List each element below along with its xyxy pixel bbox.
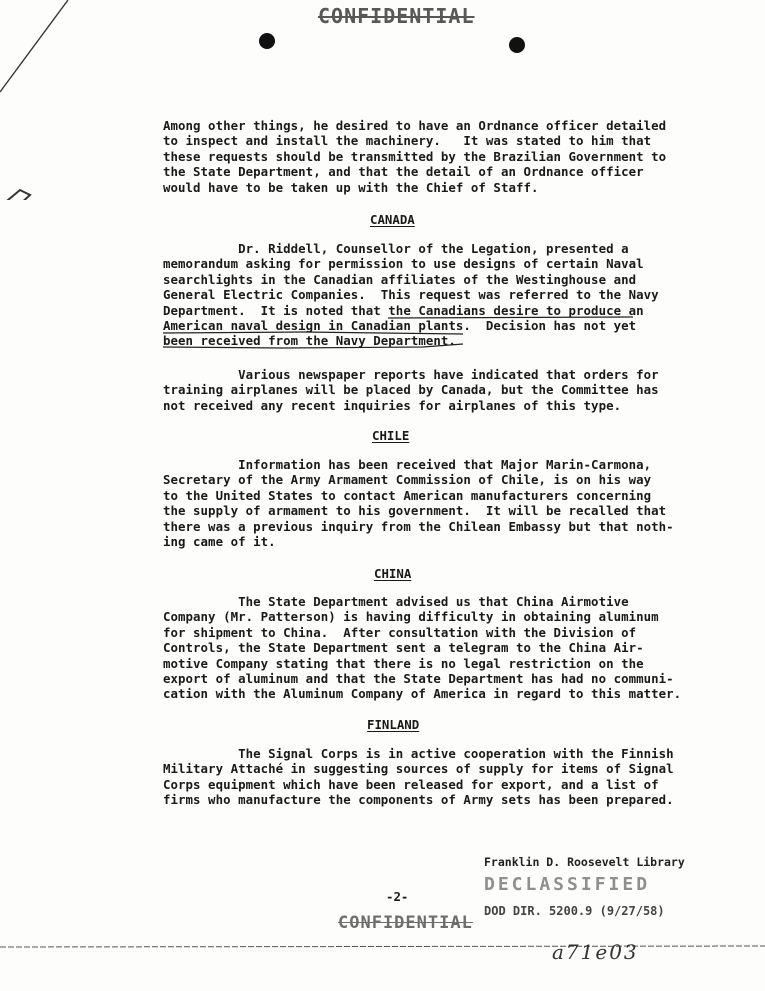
heading-chile: CHILE <box>372 428 410 443</box>
handwritten-note: a71e03 <box>552 940 639 964</box>
confidential-stamp-bottom: CONFIDENTIAL <box>338 913 473 933</box>
scan-edge-line <box>0 0 90 200</box>
pen-underline-mark <box>163 314 683 354</box>
paragraph-chile: Information has been received that Major Marin-Carmona, Secretary of the Army Armament Commission of Chile, is on his way to the United States to contact American manufacturers concerning the supply of armament to his government. It will be recalled that there was a previous inquiry from the Chilean Embassy but that noth- ing came of it. <box>163 457 674 550</box>
paragraph-canada-airplanes: Various newspaper reports have indicated that orders for training airplanes will be placed by Canada, but the Committee has not received any recent inquiries for airplanes of this type. <box>163 367 659 413</box>
punch-hole-right <box>509 37 525 53</box>
paragraph-brazil-continued: Among other things, he desired to have an Ordnance officer detailed to inspect and install the machinery. It was stated to him that these requests should be transmitted by the Brazilian Government to the State Department, and that the detail of an Ordnance officer would have to be taken up with the Chief of Staff. <box>163 118 667 195</box>
page-number: -2- <box>386 889 409 904</box>
heading-canada: CANADA <box>370 212 415 227</box>
dod-directive-stamp: DOD DIR. 5200.9 (9/27/58) <box>484 904 665 918</box>
confidential-stamp-top: CONFIDENTIAL <box>318 4 475 28</box>
punch-hole-left <box>259 33 275 49</box>
heading-china: CHINA <box>374 566 412 581</box>
paragraph-finland: The Signal Corps is in active cooperation with the Finnish Military Attaché in suggesting sources of supply for items of Signal Corps equipment which have been released for export, and a list of firms who manufacture the components of Army sets has been prepared. <box>163 746 674 808</box>
heading-finland: FINLAND <box>367 717 420 732</box>
declassified-stamp: DECLASSIFIED <box>484 874 651 895</box>
scan-bottom-line <box>0 944 765 950</box>
library-stamp: Franklin D. Roosevelt Library <box>484 855 685 869</box>
paragraph-china: The State Department advised us that China Airmotive Company (Mr. Patterson) is having difficulty in obtaining aluminum for shipment to China. After consultation with the Division of Controls, the State Department sent a telegram to the China Air- motive Company stating that there is no legal restriction on the export of aluminum and that the State Department has had no communi- cation with the Aluminum Company of America in regard to this matter. <box>163 594 682 702</box>
paragraph-canada-searchlights: Dr. Riddell, Counsellor of the Legation, presented a memorandum asking for permission to use designs of certain Naval searchlights in the Canadian affiliates of the Westinghouse and General Electric Companies. This request was referred to the Navy Department. It is noted that the Canadians desire to produce an American naval design in Canadian plants. Decision has not yet been received from the Navy Department. <box>163 241 659 349</box>
